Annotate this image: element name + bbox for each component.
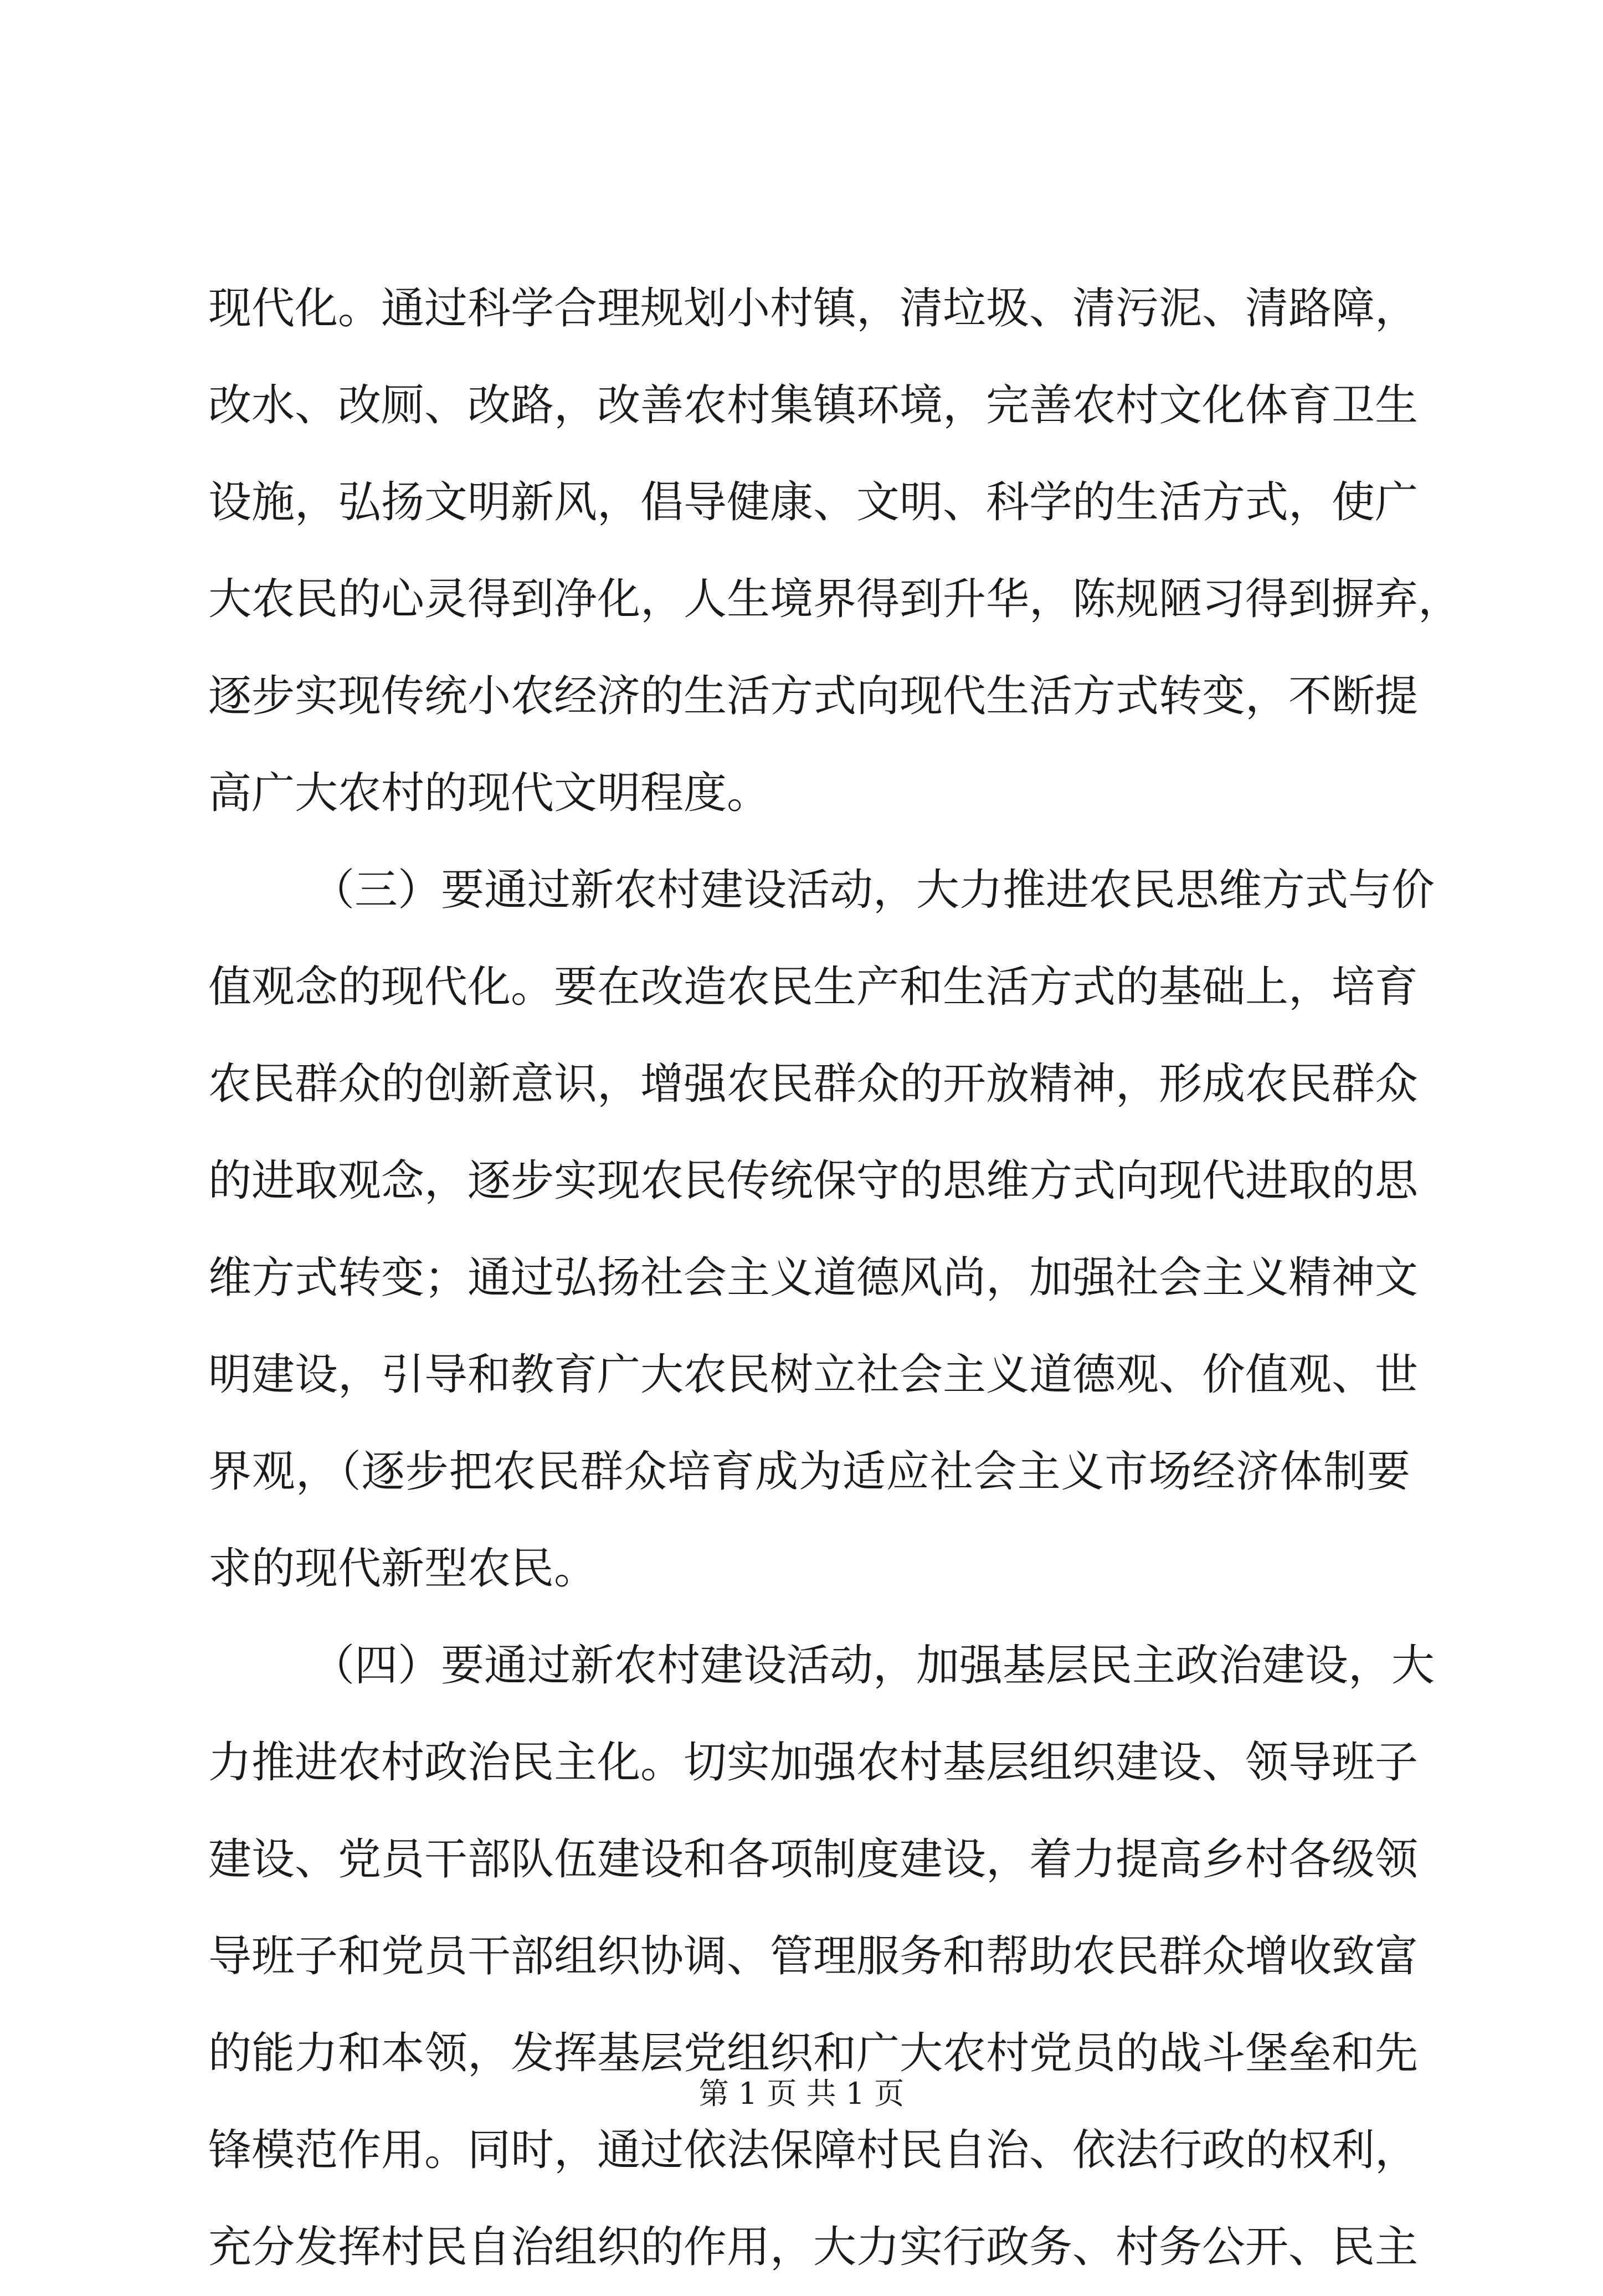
text-line: 设施，弘扬文明新风，倡导健康、文明、科学的生活方式，使广 (208, 477, 1419, 527)
text-line: 充分发挥村民自治组织的作用，大力实行政务、村务公开、民主 (208, 2222, 1419, 2272)
text-line: 的能力和本领，发挥基层党组织和广大农村党员的战斗堡垒和先 (208, 2028, 1419, 2078)
body-text (208, 260, 1462, 2296)
text-line: 农民群众的创新意识，增强农民群众的开放精神，形成农民群众 (208, 1059, 1419, 1109)
text-line: 建设、党员干部队伍建设和各项制度建设，着力提高乡村各级领 (208, 1835, 1419, 1884)
text-line: 求的现代新型农民。 (208, 1544, 598, 1594)
text-line: 现代化。通过科学合理规划小村镇，清垃圾、清污泥、清路障， (208, 284, 1419, 333)
text-line: 大农民的心灵得到净化，人生境界得到升华，陈规陋习得到摒弃， (208, 574, 1462, 624)
text-line: （四）要通过新农村建设活动，加强基层民主政治建设，大 (311, 1641, 1435, 1691)
text-line: 维方式转变；通过弘扬社会主义道德风尚，加强社会主义精神文 (208, 1253, 1419, 1303)
text-line: 界观，（逐步把农民群众培育成为适应社会主义市场经济体制要 (208, 1447, 1410, 1497)
text-line: 逐步实现传统小农经济的生活方式向现代生活方式转变，不断提 (208, 671, 1419, 721)
text-line: 值观念的现代化。要在改造农民生产和生活方式的基础上，培育 (208, 962, 1419, 1012)
text-line: 力推进农村政治民主化。切实加强农村基层组织建设、领导班子 (208, 1738, 1419, 1788)
text-line: （三）要通过新农村建设活动，大力推进农民思维方式与价 (311, 865, 1435, 915)
text-line: 锋模范作用。同时，通过依法保障村民自治、依法行政的权利， (208, 2125, 1419, 2175)
text-line: 导班子和党员干部组织协调、管理服务和帮助农民群众增收致富 (208, 1932, 1419, 1981)
text-line: 高广大农村的现代文明程度。 (208, 768, 770, 818)
page-footer: 第 1 页 共 1 页 (698, 2076, 905, 2111)
text-line: 的进取观念，逐步实现农民传统保守的思维方式向现代进取的思 (208, 1156, 1419, 1206)
text-line: 明建设，引导和教育广大农民树立社会主义道德观、价值观、世 (208, 1350, 1419, 1400)
text-line: 改水、改厕、改路，改善农村集镇环境，完善农村文化体育卫生 (208, 381, 1419, 430)
